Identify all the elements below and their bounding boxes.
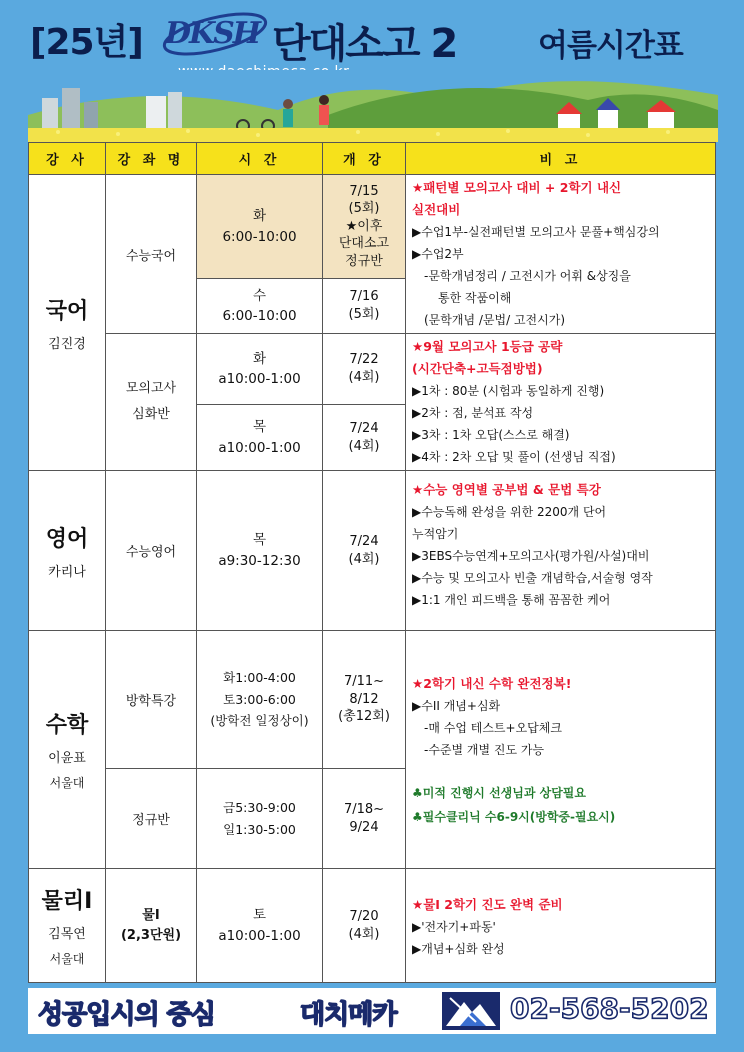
teacher-name: 김진경 [48, 336, 86, 352]
page-title: 단대소고 2 [272, 21, 457, 67]
notes-cell: ★2학기 내신 수학 완전정복! ▶수II 개념+심화 -매 수업 테스트+오답체크 -수준별 개별 진도 가능 ♣미적 진행시 선생님과 상담필요 ♣필수클리닉 수6-9시(방학중-필요시) [406, 631, 716, 869]
table-row [29, 631, 716, 769]
subject-name: 국어 [45, 298, 89, 324]
time-cell: 수 6:00-10:00 [197, 279, 323, 334]
col-header-course: 강 좌 명 [106, 143, 197, 175]
time-cell: 화1:00-4:00 토3:00-6:00 (방학전 일정상이) [197, 631, 323, 769]
subject-cell-physics: 물리I 김목연 서울대 [29, 869, 106, 983]
footer-brand: 대치메카 [300, 1000, 397, 1030]
time-cell: 목 a9:30-12:30 [197, 471, 323, 631]
start-cell: 7/18~ 9/24 [323, 769, 406, 869]
notes-cell: ★수능 영역별 공부법 & 문법 특강 ▶수능독해 완성을 위한 2200개 단어 누적암기 ▶3EBS수능연계+모의고사(평가원/사설)대비 ▶수능 및 모의고사 빈출 개념학습,서술형 영작 ▶1:1 개인 피드백을 통해 꼼꼼한 케어 [406, 471, 716, 631]
footer-slogan: 성공입시의 중심 [38, 1000, 215, 1030]
year-label: [25년] [30, 22, 143, 63]
course-name: 모의고사 심화반 [106, 334, 197, 471]
col-header-notes: 비 고 [406, 143, 716, 175]
course-name: 정규반 [106, 769, 197, 869]
notes-cell: ★패턴별 모의고사 대비 + 2학기 내신 실전대비 ▶수업1부-실전패턴별 모의고사 문풀+핵심강의 ▶수업2부 -문학개념정리 / 고전시가 어휘 &상징을 통한 작품이해 (문학개념 /문법/ 고전시가) [406, 175, 716, 334]
course-name: 물I (2,3단원) [106, 869, 197, 983]
footer-banner [28, 988, 716, 1034]
start-cell: 7/24 (4회) [323, 471, 406, 631]
table-row [29, 334, 716, 405]
start-cell: 7/24 (4회) [323, 405, 406, 471]
notes-cell: ★9월 모의고사 1등급 공략 (시간단축+고득점방법) ▶1차 : 80분 (시험과 동일하게 진행) ▶2차 : 점, 분석표 작성 ▶3차 : 1차 오답(스스로 해결) ▶4차 : 2차 오답 및 풀이 (선생님 직접) [406, 334, 716, 471]
time-cell: 화 6:00-10:00 [197, 175, 323, 279]
col-header-time: 시 간 [197, 143, 323, 175]
table-header-row [29, 143, 716, 175]
course-name: 수능국어 [106, 175, 197, 334]
time-cell: 금5:30-9:00 일1:30-5:00 [197, 769, 323, 869]
school-logo: DKSH [165, 16, 260, 51]
poster-header [0, 0, 744, 142]
landscape-illustration [28, 70, 718, 142]
col-header-teacher: 강 사 [29, 143, 106, 175]
course-name: 수능영어 [106, 471, 197, 631]
subject-cell-english: 영어 카리나 [29, 471, 106, 631]
subject-cell-math: 수학 이윤표 서울대 [29, 631, 106, 869]
table-row [29, 471, 716, 631]
notes-cell: ★물I 2학기 진도 완벽 준비 ▶'전자기+파동' ▶개념+심화 완성 [406, 869, 716, 983]
schedule-table [28, 142, 716, 983]
footer-phone: 02-568-5202 [510, 992, 709, 1025]
mountain-logo-icon [442, 992, 500, 1030]
start-cell: 7/22 (4회) [323, 334, 406, 405]
time-cell: 화 a10:00-1:00 [197, 334, 323, 405]
table-row [29, 869, 716, 983]
time-cell: 목 a10:00-1:00 [197, 405, 323, 471]
start-cell: 7/20 (4회) [323, 869, 406, 983]
time-cell: 토 a10:00-1:00 [197, 869, 323, 983]
start-cell: 7/11~ 8/12 (총12회) [323, 631, 406, 769]
course-name: 방학특강 [106, 631, 197, 769]
subject-cell-korean [29, 175, 106, 471]
page-subtitle: 여름시간표 [538, 28, 683, 64]
start-cell: 7/16 (5회) [323, 279, 406, 334]
start-cell: 7/15 (5회) ★이후 단대소고 정규반 [323, 175, 406, 279]
col-header-start: 개 강 [323, 143, 406, 175]
table-row [29, 175, 716, 279]
